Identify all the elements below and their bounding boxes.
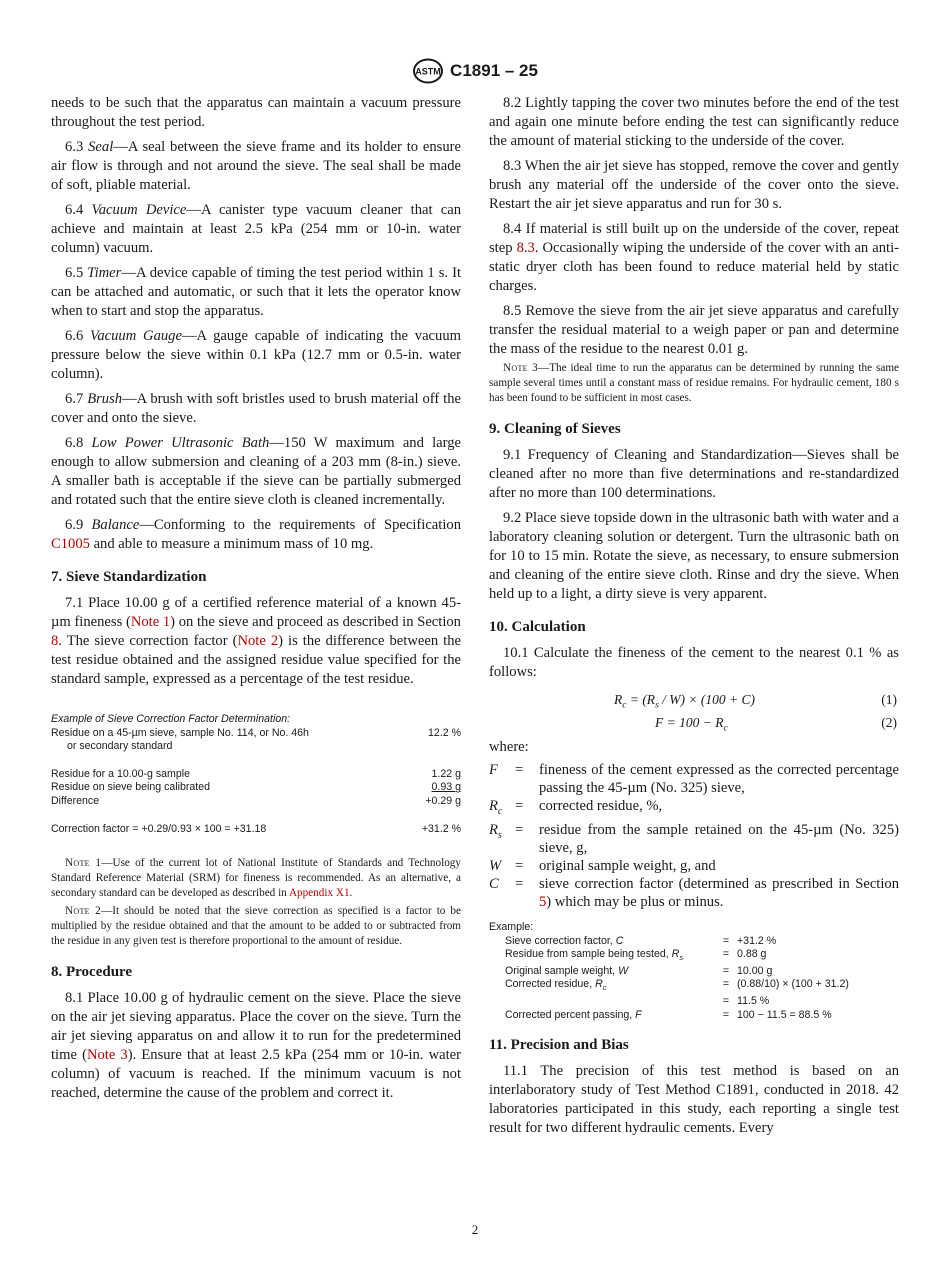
link-note-2[interactable]: Note 2	[237, 633, 279, 649]
calc-example-row: Sieve correction factor, C = +31.2 %	[505, 934, 777, 947]
calc-example-row: Original sample weight, W = 10.00 g	[505, 964, 773, 977]
calc-example-row: = 11.5 %	[722, 995, 770, 1008]
section-10-heading: 10. Calculation	[489, 619, 586, 635]
section-8-2: 8.2 Lightly tapping the cover two minutes before the end of the test and again one minute before ending the test can significantly reduce the amount of material sticking to the underside of the cover.	[489, 95, 899, 149]
example-title: Example of Sieve Correction Factor Determination:	[51, 713, 291, 725]
section-8-5: 8.5 Remove the sieve from the air jet sieve apparatus and carefully transfer the residual material to a weigh paper or pan and determine the mass of the residue to the nearest 0.01 g.	[489, 303, 899, 357]
standard-designation: C1891 – 25	[450, 61, 538, 80]
section-6-7: 6.7 Brush—A brush with soft bristles used to brush material off the cover and onto the sieve.	[51, 391, 462, 426]
section-6-6: 6.6 Vacuum Gauge—A gauge capable of indicating the vacuum pressure below the sieve within 0.1 kPa (12.7 mm or 0.5-in. water column).	[51, 328, 461, 382]
section-6-3: 6.3 Seal—A seal between the sieve frame and its holder to ensure air flow is through and not around the sieve. The seal shall be made of soft, pliable material.	[51, 139, 461, 193]
calc-example-table	[489, 935, 899, 1023]
example-row: Correction factor = +0.29/0.93 × 100 = +31.18 +31.2 %	[51, 822, 461, 835]
note-1: Note 1—Use of the current lot of National Institute of Standards and Technology Standard Reference Material (SRM) for fineness is recommended. As an alternative, a secondary standard can be developed as described in Appendix X1.	[51, 857, 461, 900]
definition-row: $R_s$ = residue from the sample retained on the 45-µm (No. 325) sieve, g,	[489, 821, 899, 856]
section-11-heading: 11. Precision and Bias	[489, 1037, 629, 1054]
where-label: where:	[489, 739, 529, 755]
page-number: 2	[471, 1222, 479, 1237]
example-row: Difference +0.29 g	[51, 794, 461, 807]
section-6-5: 6.5 Timer—A device capable of timing the test period within 1 s. It can be attached and automatic, or such that it lets the operator know when to start and stop the apparatus.	[51, 265, 462, 319]
section-10-1: 10.1 Calculate the fineness of the cement to the nearest 0.1 % as follows:	[489, 645, 899, 680]
equation-1: $R_c = (R_s / W) \times (100 + C)$ (1)	[614, 692, 897, 711]
example-row-continuation: or secondary standard	[67, 740, 173, 753]
note-2: Note 2—It should be noted that the sieve correction as specified is a factor to be multiplied by the residue obtained and that the amount to be added to or subtracted from the residue in any given test is therefore proportional to the amount of residue.	[51, 905, 461, 948]
section-8-1: 8.1 Place 10.00 g of hydraulic cement on the sieve. Place the sieve on the air jet sieving apparatus. Place the cover on the sieve. Turn the air jet sieving apparatus on and allow it to run for the predetermined time (Note 3). Ensure that at least 2.5 kPa (254 mm or 10-in. water column) of vacuum is reached. If the minimum vacuum is not reached, determine the cause of the problem and correct it.	[51, 990, 461, 1102]
calc-example-row: Residue from sample being tested, $R_s$ = 0.88 g	[505, 948, 767, 963]
section-6-9: 6.9 Balance—Conforming to the requirements of Specification C1005 and able to measure a minimum mass of 10 mg.	[51, 517, 461, 552]
calc-example-title: Example:	[489, 920, 534, 933]
example-row: Residue on a 45-µm sieve, sample No. 114, or No. 46h 12.2 %	[51, 726, 461, 739]
section-8-4: 8.4 If material is still built up on the underside of the cover, repeat step 8.3. Occasionally wiping the underside of the cover with an anti-static dryer cloth has been found to reduce material held by static charges.	[489, 221, 899, 294]
calc-example-row: Corrected residue, $R_c$ = (0.88/10) × (100 + 31.2)	[505, 978, 849, 993]
definition-row: F = fineness of the cement expressed as the corrected percentage passing the 45-µm (No. 325) sieve,	[489, 762, 899, 796]
section-9-1: 9.1 Frequency of Cleaning and Standardization—Sieves shall be cleaned after no more than five determinations and re-standardized after no more than 100 determinations.	[489, 447, 899, 501]
section-9-2: 9.2 Place sieve topside down in the ultrasonic bath with water and a laboratory cleaning solution or detergent. Turn the ultrasonic bath on for 10 to 15 min. Rotate the sieve, as necessary, to ensure submersion and cleaning of the entire sieve cloth. Rinse and dry the sieve. When held up to a light, a dirty sieve is very apparent.	[489, 510, 899, 602]
paragraph-continuation: needs to be such that the apparatus can maintain a vacuum pressure throughout the test period.	[51, 95, 461, 130]
section-8-3: 8.3 When the air jet sieve has stopped, remove the cover and gently brush any material off the underside of the cover onto the sieve. Restart the air jet sieve apparatus and run for 30 s.	[489, 158, 899, 212]
link-appendix-x1[interactable]: Appendix X1	[288, 887, 350, 900]
definition-row: W = original sample weight, g, and	[489, 857, 716, 874]
section-7-heading: 7. Sieve Standardization	[51, 569, 207, 585]
svg-text:ASTM: ASTM	[415, 66, 441, 77]
link-section-5[interactable]: 5	[539, 893, 547, 910]
section-6-4: 6.4 Vacuum Device—A canister type vacuum cleaner that can achieve and maintain at least 2.5 kPa (254 mm or 10-in. water column) vacuum.	[51, 202, 461, 256]
calc-example-row: Corrected percent passing, F = 100 − 11.5 = 88.5 %	[505, 1008, 832, 1021]
link-section-8[interactable]: 8	[51, 633, 59, 649]
example-row: Residue on sieve being calibrated 0.93 g	[51, 781, 461, 794]
link-note-3[interactable]: Note 3	[86, 1047, 128, 1064]
page-header	[0, 58, 950, 84]
section-9-heading: 9. Cleaning of Sieves	[489, 421, 621, 437]
definition-row: C = sieve correction factor (determined as prescribed in Section 5) which may be plus or minus.	[489, 875, 899, 910]
calculation-example	[489, 921, 899, 1022]
example-row: Residue for a 10.00-g sample 1.22 g	[51, 767, 461, 780]
link-step-8-3[interactable]: 8.3	[516, 240, 535, 256]
definition-row: $R_c$ = corrected residue, %,	[489, 798, 663, 817]
link-c1005[interactable]: C1005	[51, 536, 90, 552]
equation-number: (1)	[881, 692, 897, 707]
note-3: Note 3—The ideal time to run the apparatus can be determined by running the same sample several times until a constant mass of residue remains. For hydraulic cement, 180 s has been found to be sufficient in most cases.	[489, 362, 899, 404]
section-11-1: 11.1 The precision of this test method is based on an interlaboratory study of Test Method C1891, conducted in 2018. 42 laboratories participated in this study, each reporting a single test result for two different hydraulic cements. Every	[489, 1063, 899, 1137]
section-6-8: 6.8 Low Power Ultrasonic Bath—150 W maximum and large enough to allow submersion and cleaning of a 203 mm (8-in.) sieve. A smaller bath is acceptable if the sieve can be partially submerged and rotated such that the entire sieve cloth is cleaned incrementally.	[51, 435, 462, 508]
link-note-1[interactable]: Note 1	[130, 614, 171, 630]
left-column	[51, 94, 461, 1109]
astm-logo-icon	[412, 58, 444, 84]
right-column	[489, 94, 899, 1144]
section-7-1: 7.1 Place 10.00 g of a certified reference material of a known 45-µm fineness (Note 1) on the sieve and proceed as described in Section 8. The sieve correction factor (Note 2) is the difference between the test residue obtained and the assigned residue value specified for the standard sample, expressed as a percentage of the test residue.	[51, 595, 461, 687]
section-8-heading: 8. Procedure	[51, 964, 133, 981]
equation-2: $F = 100 - R_c$ (2)	[655, 715, 897, 734]
variable-definitions	[489, 761, 899, 911]
equation-number: (2)	[881, 715, 897, 730]
correction-factor-example	[51, 713, 461, 836]
